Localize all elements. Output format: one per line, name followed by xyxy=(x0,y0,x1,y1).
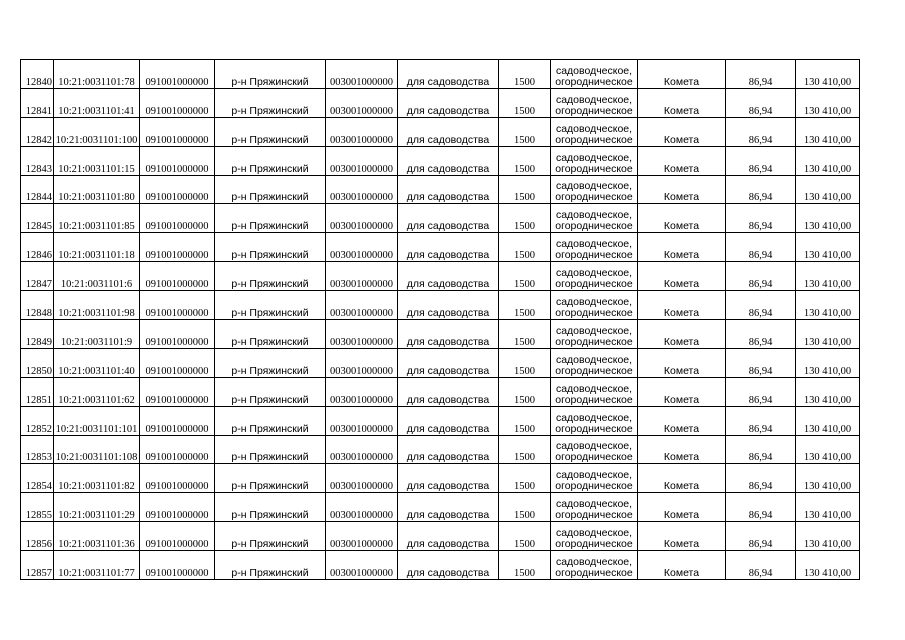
partnership-name: Комета xyxy=(638,262,726,291)
land-category-line2: огородническое xyxy=(555,335,633,348)
land-category-line2: огородническое xyxy=(555,364,633,377)
okato-code: 091001000000 xyxy=(140,377,215,406)
permitted-use: для садоводства xyxy=(398,175,499,204)
okato-code: 091001000000 xyxy=(140,406,215,435)
cadastral-value: 130 410,00 xyxy=(796,88,860,117)
permitted-use: для садоводства xyxy=(398,493,499,522)
partnership-name: Комета xyxy=(638,435,726,464)
district-name: р-н Пряжинский xyxy=(215,406,326,435)
table-row xyxy=(21,493,860,522)
district-name: р-н Пряжинский xyxy=(215,493,326,522)
cadastral-value: 130 410,00 xyxy=(796,522,860,551)
partnership-name: Комета xyxy=(638,377,726,406)
specific-value: 86,94 xyxy=(726,262,796,291)
plot-area: 1500 xyxy=(499,233,551,262)
land-category xyxy=(551,204,638,233)
plot-area: 1500 xyxy=(499,406,551,435)
land-category-line2: огородническое xyxy=(555,307,633,320)
land-category-line1: садоводческое, xyxy=(555,267,633,280)
cadastral-number: 10:21:0031101:100 xyxy=(54,117,140,146)
plot-area: 1500 xyxy=(499,522,551,551)
specific-value: 86,94 xyxy=(726,377,796,406)
district-name: р-н Пряжинский xyxy=(215,522,326,551)
table-row xyxy=(21,291,860,320)
zone-code: 003001000000 xyxy=(326,204,398,233)
specific-value: 86,94 xyxy=(726,291,796,320)
partnership-name: Комета xyxy=(638,88,726,117)
permitted-use: для садоводства xyxy=(398,522,499,551)
land-category-line1: садоводческое, xyxy=(555,93,633,106)
cadastral-value: 130 410,00 xyxy=(796,493,860,522)
cadastral-number: 10:21:0031101:41 xyxy=(54,88,140,117)
partnership-name: Комета xyxy=(638,291,726,320)
okato-code: 091001000000 xyxy=(140,117,215,146)
okato-code: 091001000000 xyxy=(140,522,215,551)
plot-area: 1500 xyxy=(499,435,551,464)
table-row xyxy=(21,522,860,551)
plot-area: 1500 xyxy=(499,204,551,233)
partnership-name: Комета xyxy=(638,175,726,204)
land-category-line2: огородническое xyxy=(555,567,633,580)
plot-area: 1500 xyxy=(499,348,551,377)
okato-code: 091001000000 xyxy=(140,175,215,204)
permitted-use: для садоводства xyxy=(398,117,499,146)
plot-area: 1500 xyxy=(499,493,551,522)
row-number: 12849 xyxy=(21,320,54,349)
cadastral-number: 10:21:0031101:36 xyxy=(54,522,140,551)
land-category-line2: огородническое xyxy=(555,422,633,435)
okato-code: 091001000000 xyxy=(140,204,215,233)
specific-value: 86,94 xyxy=(726,435,796,464)
cadastral-number: 10:21:0031101:80 xyxy=(54,175,140,204)
row-number: 12843 xyxy=(21,146,54,175)
cadastral-number: 10:21:0031101:82 xyxy=(54,464,140,493)
land-category-line1: садоводческое, xyxy=(555,556,633,569)
table-row xyxy=(21,551,860,580)
district-name: р-н Пряжинский xyxy=(215,88,326,117)
okato-code: 091001000000 xyxy=(140,88,215,117)
land-category-line1: садоводческое, xyxy=(555,353,633,366)
land-category xyxy=(551,348,638,377)
zone-code: 003001000000 xyxy=(326,60,398,89)
row-number: 12853 xyxy=(21,435,54,464)
okato-code: 091001000000 xyxy=(140,262,215,291)
district-name: р-н Пряжинский xyxy=(215,175,326,204)
partnership-name: Комета xyxy=(638,204,726,233)
cadastral-value: 130 410,00 xyxy=(796,406,860,435)
land-category xyxy=(551,435,638,464)
permitted-use: для садоводства xyxy=(398,233,499,262)
table-row xyxy=(21,464,860,493)
cadastral-value: 130 410,00 xyxy=(796,233,860,262)
row-number: 12857 xyxy=(21,551,54,580)
district-name: р-н Пряжинский xyxy=(215,117,326,146)
zone-code: 003001000000 xyxy=(326,551,398,580)
cadastral-number: 10:21:0031101:6 xyxy=(54,262,140,291)
land-category xyxy=(551,291,638,320)
cadastral-value: 130 410,00 xyxy=(796,175,860,204)
cadastral-number: 10:21:0031101:62 xyxy=(54,377,140,406)
district-name: р-н Пряжинский xyxy=(215,262,326,291)
cadastral-value: 130 410,00 xyxy=(796,291,860,320)
plot-area: 1500 xyxy=(499,377,551,406)
permitted-use: для садоводства xyxy=(398,464,499,493)
land-category xyxy=(551,493,638,522)
cadastral-value: 130 410,00 xyxy=(796,348,860,377)
row-number: 12848 xyxy=(21,291,54,320)
permitted-use: для садоводства xyxy=(398,262,499,291)
cadastral-value: 130 410,00 xyxy=(796,551,860,580)
district-name: р-н Пряжинский xyxy=(215,291,326,320)
table-row xyxy=(21,233,860,262)
cadastral-number: 10:21:0031101:29 xyxy=(54,493,140,522)
plot-area: 1500 xyxy=(499,291,551,320)
permitted-use: для садоводства xyxy=(398,291,499,320)
table-row xyxy=(21,60,860,89)
permitted-use: для садоводства xyxy=(398,435,499,464)
district-name: р-н Пряжинский xyxy=(215,233,326,262)
land-category-line2: огородническое xyxy=(555,104,633,117)
district-name: р-н Пряжинский xyxy=(215,348,326,377)
specific-value: 86,94 xyxy=(726,522,796,551)
row-number: 12856 xyxy=(21,522,54,551)
partnership-name: Комета xyxy=(638,493,726,522)
cadastral-value: 130 410,00 xyxy=(796,464,860,493)
zone-code: 003001000000 xyxy=(326,493,398,522)
land-category-line1: садоводческое, xyxy=(555,498,633,511)
cadastral-number: 10:21:0031101:101 xyxy=(54,406,140,435)
partnership-name: Комета xyxy=(638,348,726,377)
district-name: р-н Пряжинский xyxy=(215,377,326,406)
okato-code: 091001000000 xyxy=(140,551,215,580)
land-category xyxy=(551,117,638,146)
specific-value: 86,94 xyxy=(726,320,796,349)
row-number: 12844 xyxy=(21,175,54,204)
row-number: 12842 xyxy=(21,117,54,146)
row-number: 12841 xyxy=(21,88,54,117)
permitted-use: для садоводства xyxy=(398,348,499,377)
zone-code: 003001000000 xyxy=(326,377,398,406)
okato-code: 091001000000 xyxy=(140,320,215,349)
plot-area: 1500 xyxy=(499,551,551,580)
table-row xyxy=(21,146,860,175)
specific-value: 86,94 xyxy=(726,175,796,204)
zone-code: 003001000000 xyxy=(326,146,398,175)
table-row xyxy=(21,88,860,117)
cadastral-value: 130 410,00 xyxy=(796,377,860,406)
row-number: 12847 xyxy=(21,262,54,291)
specific-value: 86,94 xyxy=(726,88,796,117)
land-category-line2: огородническое xyxy=(555,249,633,262)
zone-code: 003001000000 xyxy=(326,233,398,262)
specific-value: 86,94 xyxy=(726,146,796,175)
specific-value: 86,94 xyxy=(726,464,796,493)
district-name: р-н Пряжинский xyxy=(215,146,326,175)
permitted-use: для садоводства xyxy=(398,406,499,435)
land-category xyxy=(551,551,638,580)
partnership-name: Комета xyxy=(638,320,726,349)
row-number: 12850 xyxy=(21,348,54,377)
partnership-name: Комета xyxy=(638,406,726,435)
row-number: 12854 xyxy=(21,464,54,493)
land-category xyxy=(551,320,638,349)
table-row xyxy=(21,406,860,435)
zone-code: 003001000000 xyxy=(326,291,398,320)
specific-value: 86,94 xyxy=(726,406,796,435)
plot-area: 1500 xyxy=(499,88,551,117)
cadastral-value: 130 410,00 xyxy=(796,262,860,291)
specific-value: 86,94 xyxy=(726,493,796,522)
land-category xyxy=(551,233,638,262)
specific-value: 86,94 xyxy=(726,348,796,377)
land-category-line1: садоводческое, xyxy=(555,180,633,193)
zone-code: 003001000000 xyxy=(326,406,398,435)
table-row xyxy=(21,348,860,377)
cadastral-value: 130 410,00 xyxy=(796,435,860,464)
district-name: р-н Пряжинский xyxy=(215,435,326,464)
land-category-line1: садоводческое, xyxy=(555,324,633,337)
land-category-line2: огородническое xyxy=(555,451,633,464)
specific-value: 86,94 xyxy=(726,204,796,233)
plot-area: 1500 xyxy=(499,320,551,349)
land-category xyxy=(551,88,638,117)
zone-code: 003001000000 xyxy=(326,348,398,377)
land-category-line1: садоводческое, xyxy=(555,64,633,77)
row-number: 12852 xyxy=(21,406,54,435)
table-row xyxy=(21,204,860,233)
land-category-line1: садоводческое, xyxy=(555,527,633,540)
land-category xyxy=(551,60,638,89)
land-category-line2: огородническое xyxy=(555,133,633,146)
land-category-line1: садоводческое, xyxy=(555,382,633,395)
okato-code: 091001000000 xyxy=(140,348,215,377)
specific-value: 86,94 xyxy=(726,117,796,146)
cadastral-number: 10:21:0031101:40 xyxy=(54,348,140,377)
cadastral-number: 10:21:0031101:85 xyxy=(54,204,140,233)
land-category-line1: садоводческое, xyxy=(555,122,633,135)
cadastral-value: 130 410,00 xyxy=(796,60,860,89)
partnership-name: Комета xyxy=(638,233,726,262)
okato-code: 091001000000 xyxy=(140,291,215,320)
partnership-name: Комета xyxy=(638,117,726,146)
row-number: 12845 xyxy=(21,204,54,233)
cadastral-number: 10:21:0031101:108 xyxy=(54,435,140,464)
cadastral-number: 10:21:0031101:18 xyxy=(54,233,140,262)
partnership-name: Комета xyxy=(638,464,726,493)
okato-code: 091001000000 xyxy=(140,233,215,262)
permitted-use: для садоводства xyxy=(398,146,499,175)
specific-value: 86,94 xyxy=(726,233,796,262)
permitted-use: для садоводства xyxy=(398,204,499,233)
land-category-line1: садоводческое, xyxy=(555,151,633,164)
land-category xyxy=(551,262,638,291)
plot-area: 1500 xyxy=(499,146,551,175)
land-category-line2: огородническое xyxy=(555,278,633,291)
plot-area: 1500 xyxy=(499,175,551,204)
zone-code: 003001000000 xyxy=(326,320,398,349)
cadastral-value: 130 410,00 xyxy=(796,320,860,349)
cadastral-number: 10:21:0031101:98 xyxy=(54,291,140,320)
district-name: р-н Пряжинский xyxy=(215,320,326,349)
zone-code: 003001000000 xyxy=(326,88,398,117)
table-row xyxy=(21,435,860,464)
plot-area: 1500 xyxy=(499,262,551,291)
okato-code: 091001000000 xyxy=(140,464,215,493)
partnership-name: Комета xyxy=(638,551,726,580)
land-category-line1: садоводческое, xyxy=(555,296,633,309)
okato-code: 091001000000 xyxy=(140,60,215,89)
land-category-line1: садоводческое, xyxy=(555,440,633,453)
land-category-line1: садоводческое, xyxy=(555,209,633,222)
zone-code: 003001000000 xyxy=(326,435,398,464)
specific-value: 86,94 xyxy=(726,551,796,580)
partnership-name: Комета xyxy=(638,146,726,175)
table-row xyxy=(21,320,860,349)
row-number: 12851 xyxy=(21,377,54,406)
land-category-line2: огородническое xyxy=(555,509,633,522)
okato-code: 091001000000 xyxy=(140,435,215,464)
land-category-line2: огородническое xyxy=(555,191,633,204)
okato-code: 091001000000 xyxy=(140,146,215,175)
cadastral-value: 130 410,00 xyxy=(796,146,860,175)
row-number: 12840 xyxy=(21,60,54,89)
land-category xyxy=(551,522,638,551)
land-category-line2: огородническое xyxy=(555,538,633,551)
permitted-use: для садоводства xyxy=(398,60,499,89)
cadastral-value: 130 410,00 xyxy=(796,204,860,233)
cadastral-number: 10:21:0031101:9 xyxy=(54,320,140,349)
table-row xyxy=(21,175,860,204)
district-name: р-н Пряжинский xyxy=(215,464,326,493)
zone-code: 003001000000 xyxy=(326,175,398,204)
zone-code: 003001000000 xyxy=(326,522,398,551)
partnership-name: Комета xyxy=(638,522,726,551)
land-category-line2: огородническое xyxy=(555,75,633,88)
row-number: 12846 xyxy=(21,233,54,262)
cadastral-number: 10:21:0031101:15 xyxy=(54,146,140,175)
land-category-line1: садоводческое, xyxy=(555,411,633,424)
zone-code: 003001000000 xyxy=(326,262,398,291)
permitted-use: для садоводства xyxy=(398,320,499,349)
table-row xyxy=(21,377,860,406)
plot-area: 1500 xyxy=(499,464,551,493)
cadastral-number: 10:21:0031101:78 xyxy=(54,60,140,89)
permitted-use: для садоводства xyxy=(398,377,499,406)
table-row xyxy=(21,117,860,146)
plot-area: 1500 xyxy=(499,60,551,89)
land-category xyxy=(551,406,638,435)
partnership-name: Комета xyxy=(638,60,726,89)
zone-code: 003001000000 xyxy=(326,117,398,146)
district-name: р-н Пряжинский xyxy=(215,551,326,580)
land-category-line1: садоводческое, xyxy=(555,469,633,482)
okato-code: 091001000000 xyxy=(140,493,215,522)
land-category-line2: огородническое xyxy=(555,480,633,493)
land-category-line2: огородническое xyxy=(555,220,633,233)
land-category-line1: садоводческое, xyxy=(555,238,633,251)
district-name: р-н Пряжинский xyxy=(215,60,326,89)
specific-value: 86,94 xyxy=(726,60,796,89)
land-registry-table xyxy=(20,59,860,580)
land-category-line2: огородническое xyxy=(555,393,633,406)
district-name: р-н Пряжинский xyxy=(215,204,326,233)
permitted-use: для садоводства xyxy=(398,88,499,117)
cadastral-number: 10:21:0031101:77 xyxy=(54,551,140,580)
land-category xyxy=(551,146,638,175)
land-category xyxy=(551,377,638,406)
table-body xyxy=(21,60,860,580)
row-number: 12855 xyxy=(21,493,54,522)
cadastral-value: 130 410,00 xyxy=(796,117,860,146)
table-row xyxy=(21,262,860,291)
land-category-line2: огородническое xyxy=(555,162,633,175)
plot-area: 1500 xyxy=(499,117,551,146)
permitted-use: для садоводства xyxy=(398,551,499,580)
zone-code: 003001000000 xyxy=(326,464,398,493)
land-category xyxy=(551,175,638,204)
land-category xyxy=(551,464,638,493)
